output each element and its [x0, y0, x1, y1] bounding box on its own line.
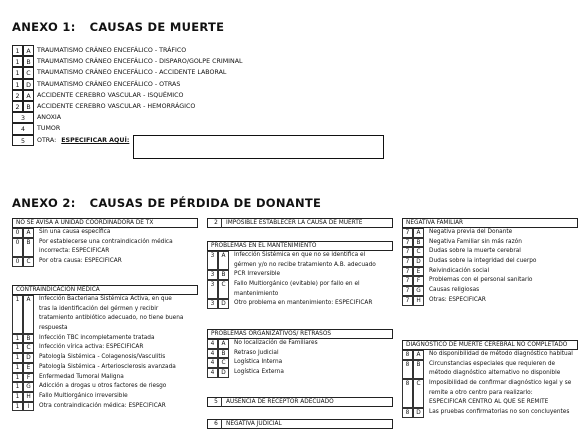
cause-code-letter: H	[23, 392, 34, 402]
cause-code-number: 4	[207, 368, 218, 378]
cause-row[interactable]	[207, 299, 393, 309]
section-organizativos	[207, 329, 393, 378]
section-imposible	[207, 218, 393, 228]
cause-row[interactable]	[12, 402, 198, 412]
cause-code-number: 7	[402, 257, 413, 267]
cause-row[interactable]	[12, 373, 198, 383]
cause-code-number: 7	[402, 228, 413, 238]
cause-label-line: PCR Irreversible	[234, 271, 281, 278]
cause-label-line: Otro problema en mantenimiento: ESPECIFICAR	[234, 300, 373, 307]
cause-label-line: Logística Interna	[234, 359, 283, 366]
cause-label-line: Logística Externa	[234, 369, 284, 376]
cause-label-line: Retraso Judicial	[234, 349, 279, 356]
item-label: TUMOR	[37, 125, 61, 133]
cause-label	[429, 408, 569, 418]
cause-label-line: Las pruebas confirmatorias no son concluyentes	[429, 409, 570, 416]
cause-row[interactable]	[12, 257, 198, 267]
section-no-aviso-ucd	[12, 218, 198, 267]
cause-label	[429, 228, 512, 238]
cause-row[interactable]	[207, 358, 393, 368]
cause-code-letter: C	[413, 247, 424, 257]
cause-label-line: gérmen y/o no recibe tratamiento A.B. adecuado	[234, 261, 376, 268]
cause-label-line: Fallo Multiorgánico (evitable) por fallo en el	[234, 281, 360, 288]
anexo2-title	[12, 196, 321, 210]
cause-code-letter: B	[218, 349, 229, 359]
cause-code-letter: A	[218, 339, 229, 349]
item-code-number: 5	[12, 135, 34, 146]
cause-label	[234, 270, 280, 280]
cause-label	[429, 360, 560, 379]
cause-label-line: Negativa previa del Donante	[429, 229, 513, 235]
cause-code-letter: B	[413, 360, 424, 379]
cause-label	[39, 343, 143, 353]
cause-label	[39, 392, 128, 402]
cause-label-line: Infección Bacteriana Sistémica Activa, en que	[39, 296, 172, 302]
cause-code-number: 0	[12, 228, 23, 238]
cause-code-number: 8	[402, 379, 413, 408]
cause-row[interactable]	[12, 238, 198, 257]
cause-row[interactable]	[12, 295, 198, 334]
cause-label-line: Circunstancias especiales que requieren de	[429, 360, 556, 367]
cause-label-line: Patología Sistémica - Colagenosis/Vasculitis	[39, 354, 166, 361]
cause-code-letter: B	[413, 238, 424, 248]
cause-label-line: Por establecerse una contraindicación médica	[39, 238, 173, 245]
cause-code-letter: G	[23, 382, 34, 392]
cause-code-number: 1	[12, 382, 23, 392]
cause-row[interactable]	[207, 251, 393, 270]
cause-row[interactable]	[402, 379, 578, 408]
section-header: DIAGNÓSTICO DE MUERTE CEREBRAL NO COMPLETADO	[402, 340, 578, 350]
cause-label-line: Dudas sobre la integridad del cuerpo	[429, 258, 537, 265]
cause-code-number: 7	[402, 286, 413, 296]
cause-code-letter: A	[413, 350, 424, 360]
cause-label-line: Dudas sobre la muerte cerebral	[429, 248, 521, 255]
cause-label	[39, 373, 124, 383]
cause-code-number: 0	[12, 257, 23, 267]
cause-code-number: 1	[12, 402, 23, 412]
section-header: CONTRAINDICACIÓN MÉDICA	[12, 285, 198, 295]
cause-code-number: 8	[402, 360, 413, 379]
cause-code-letter: E	[413, 267, 424, 277]
cause-label	[39, 238, 173, 257]
cause-label-line: Infección vírica activa: ESPECIFICAR	[39, 344, 144, 351]
cause-code-letter: A	[23, 228, 34, 238]
cause-label-line: Adicción a drogas u otros factores de riesgo	[39, 383, 167, 390]
cause-row[interactable]	[207, 270, 393, 280]
item-code-letter: B	[23, 101, 34, 112]
item-code-number: 3	[12, 112, 34, 123]
cause-label-line: mantenimiento	[234, 290, 279, 297]
cause-code-number: 7	[402, 276, 413, 286]
cause-code-number: 1	[12, 343, 23, 353]
cause-code-number: 3	[207, 270, 218, 280]
cause-row[interactable]	[402, 228, 578, 238]
cause-row[interactable]	[12, 382, 198, 392]
cause-label	[234, 280, 360, 299]
section-receptor	[207, 397, 393, 407]
cause-row[interactable]	[402, 238, 578, 248]
cause-row[interactable]	[402, 247, 578, 257]
cause-code-letter: A	[413, 228, 424, 238]
cause-label	[429, 257, 536, 267]
item-code-number: 2	[12, 101, 23, 112]
cause-code-letter: D	[218, 368, 229, 378]
cause-label-line: Reivindicación social	[429, 267, 490, 274]
cause-code-letter: D	[218, 299, 229, 309]
section-judicial-header: 6 NEGATIVA JUDICIAL	[207, 419, 393, 429]
cause-label-line: No disponibilidad de método diagnóstico habitual	[429, 351, 573, 357]
section-contraindicacion	[12, 285, 198, 411]
cause-code-letter: D	[23, 353, 34, 363]
item-code-number: 1	[12, 56, 23, 67]
cause-code-number: 4	[207, 349, 218, 359]
cause-code-letter: G	[413, 286, 424, 296]
item-code-letter: D	[23, 79, 34, 90]
cause-row[interactable]	[402, 276, 578, 286]
cause-label	[234, 251, 376, 270]
cause-row[interactable]	[12, 343, 198, 353]
section-header: PROBLEMAS ORGANIZATIVOS/ RETRASOS	[207, 329, 393, 339]
cause-label-line: Por otra causa: ESPECIFICAR	[39, 258, 122, 265]
cause-label-line: Negativa Familiar sin más razón	[429, 238, 522, 245]
cause-code-number: 1	[12, 363, 23, 373]
cause-label-line: ESPECIFICAR CENTRO AL QUE SE REMITE	[429, 399, 549, 406]
cause-code-letter: F	[413, 276, 424, 286]
anexo2-label: ANEXO 2:	[12, 196, 76, 210]
cause-code-number: 3	[207, 251, 218, 270]
item-label: TRAUMATISMO CRÁNEO ENCEFÁLICO - TRÁFICO	[37, 47, 187, 54]
section-judicial	[207, 419, 393, 429]
cause-row[interactable]	[12, 392, 198, 402]
cause-code-letter: A	[23, 295, 34, 334]
section-header: NEGATIVA FAMILIAR	[402, 218, 578, 228]
cause-code-letter: E	[23, 363, 34, 373]
cause-label	[39, 363, 176, 373]
cause-label-line: Otras: ESPECIFICAR	[429, 296, 486, 303]
item-code-number: 4	[12, 123, 34, 134]
item-code-letter: B	[23, 56, 34, 67]
section-mantenimiento	[207, 241, 393, 309]
cause-row[interactable]	[207, 339, 393, 349]
cause-code-letter: C	[218, 280, 229, 299]
item-label: TRAUMATISMO CRÁNEO ENCEFÁLICO - OTRAS	[37, 80, 181, 88]
anexo1-label: ANEXO 1:	[12, 20, 76, 34]
item-code-letter: A	[23, 45, 34, 56]
cause-row[interactable]	[402, 296, 578, 306]
cause-label	[234, 358, 282, 368]
cause-row[interactable]	[402, 257, 578, 267]
cause-label-line: Infección TBC incompletamente tratada	[39, 334, 155, 341]
cause-code-letter: B	[218, 270, 229, 280]
section-receptor-header: 5 AUSENCIA DE RECEPTOR ADECUADO	[207, 397, 393, 407]
item-label: ANOXIA	[37, 114, 62, 122]
cause-code-letter: C	[23, 257, 34, 267]
cause-label	[429, 286, 479, 296]
cause-code-number: 7	[402, 267, 413, 277]
cause-row[interactable]	[402, 286, 578, 296]
cause-label	[429, 267, 489, 277]
cause-label-line: No localización de Familiares	[234, 340, 318, 346]
cause-code-number: 7	[402, 238, 413, 248]
anexo2-heading: CAUSAS DE PÉRDIDA DE DONANTE	[89, 196, 322, 210]
section-diagnostico	[402, 340, 578, 418]
cause-code-letter: D	[413, 257, 424, 267]
cause-code-number: 1	[12, 353, 23, 363]
item-code-number: 1	[12, 67, 23, 78]
item-label: ACCIDENTE CEREBRO VASCULAR - HEMORRÁGICO	[37, 102, 196, 110]
cause-label	[234, 368, 284, 378]
cause-label	[39, 228, 110, 238]
item-label: TRAUMATISMO CRÁNEO ENCEFÁLICO - DISPARO/GOLPE CRIMINAL	[37, 58, 243, 66]
section-header: PROBLEMAS EN EL MANTENIMIENTO	[207, 241, 393, 251]
cause-label	[429, 276, 532, 286]
cause-code-number: 7	[402, 247, 413, 257]
cause-row[interactable]	[12, 353, 198, 363]
cause-row[interactable]	[12, 334, 198, 344]
cause-label-line: Problemas con el personal sanitario	[429, 277, 533, 284]
cause-label	[429, 379, 571, 408]
specify-label: ESPECIFICAR AQUÍ:	[61, 136, 130, 144]
cause-code-letter: F	[23, 373, 34, 383]
cause-label-line: método diagnóstico alternativo no disponible	[429, 370, 561, 377]
section-header: NO SE AVISA A UNIDAD COORDINADORA DE TX	[12, 218, 198, 228]
item-label: ACCIDENTE CEREBRO VASCULAR - ISQUÉMICO	[37, 91, 184, 99]
cause-label-line: remite a otro centro para realizarlo:	[429, 389, 533, 396]
cause-row[interactable]	[207, 349, 393, 359]
cause-code-number: 1	[12, 392, 23, 402]
cause-code-number: 8	[402, 408, 413, 418]
cause-code-number: 7	[402, 296, 413, 306]
item-label: OTRA: ESPECIFICAR AQUÍ:	[37, 136, 130, 144]
cause-label-line: incorrecta: ESPECIFICAR	[39, 248, 110, 255]
cause-code-letter: A	[218, 251, 229, 270]
item-code-number: 1	[12, 79, 23, 90]
cause-code-number: 1	[12, 373, 23, 383]
anexo1-title	[12, 20, 224, 34]
cause-label	[429, 247, 521, 257]
cause-code-number: 8	[402, 350, 413, 360]
item-code-number: 2	[12, 90, 23, 101]
cause-label	[429, 238, 522, 248]
anexo1-heading: CAUSAS DE MUERTE	[89, 20, 225, 34]
cause-label	[39, 257, 122, 267]
cause-label	[39, 334, 155, 344]
item-code-number: 1	[12, 45, 23, 56]
cause-label-line: Sin una causa específica	[39, 229, 111, 235]
cause-label	[39, 382, 166, 392]
cause-label-line: Infección Sistémica en que no se identifica el	[234, 252, 366, 258]
cause-label-line: Patología Sistémica - Arteriosclerosis avanzada	[39, 363, 176, 370]
cause-code-letter: H	[413, 296, 424, 306]
cause-code-number: 1	[12, 334, 23, 344]
cause-label	[429, 296, 486, 306]
cause-label-line: Fallo Multiorgánico irreversible	[39, 392, 128, 399]
cause-label	[39, 295, 183, 334]
cause-label	[234, 299, 372, 309]
cause-row[interactable]	[207, 280, 393, 299]
cause-label-line: Enfermedad Tumoral Maligna	[39, 373, 124, 380]
cause-label	[39, 353, 165, 363]
cause-row[interactable]	[402, 360, 578, 379]
cause-code-number: 3	[207, 299, 218, 309]
cause-label-line: respuesta	[39, 325, 68, 332]
section-negativa-familiar	[402, 218, 578, 306]
cause-code-letter: B	[23, 334, 34, 344]
cause-code-number: 0	[12, 238, 23, 257]
cause-code-letter: I	[23, 402, 34, 412]
cause-label-line: Otra contraindicación médica: ESPECIFICAR	[39, 402, 166, 409]
cause-label-line: Causas religiosas	[429, 287, 480, 294]
cause-label	[234, 349, 279, 359]
cause-code-number: 4	[207, 358, 218, 368]
cause-row[interactable]	[12, 228, 198, 238]
cause-label	[429, 350, 573, 360]
cause-row[interactable]	[402, 408, 578, 418]
cause-label	[39, 402, 166, 412]
cause-code-letter: C	[413, 379, 424, 408]
item-code-letter: A	[23, 90, 34, 101]
cause-row[interactable]	[402, 350, 578, 360]
item-label: TRAUMATISMO CRÁNEO ENCEFÁLICO - ACCIDENTE LABORAL	[37, 69, 227, 77]
cause-label-line: tras la identificación del gérmen y recibir	[39, 305, 159, 312]
specify-box[interactable]	[133, 135, 384, 159]
cause-code-letter: B	[23, 238, 34, 257]
cause-code-number: 3	[207, 280, 218, 299]
cause-label-line: Imposibilidad de confirmar diagnóstico legal y se	[429, 380, 572, 387]
cause-label	[234, 339, 318, 349]
cause-code-letter: D	[413, 408, 424, 418]
cause-code-letter: C	[218, 358, 229, 368]
cause-code-letter: C	[23, 343, 34, 353]
cause-code-number: 1	[12, 295, 23, 334]
item-code-letter: C	[23, 67, 34, 78]
section-imposible-header: 2 IMPOSIBLE ESTABLECER LA CAUSA DE MUERTE	[207, 218, 393, 228]
cause-row[interactable]	[12, 363, 198, 373]
cause-row[interactable]	[402, 267, 578, 277]
cause-code-number: 4	[207, 339, 218, 349]
cause-row[interactable]	[207, 368, 393, 378]
cause-label-line: tratamiento antibiótico adecuado, no tiene buena	[39, 315, 184, 322]
